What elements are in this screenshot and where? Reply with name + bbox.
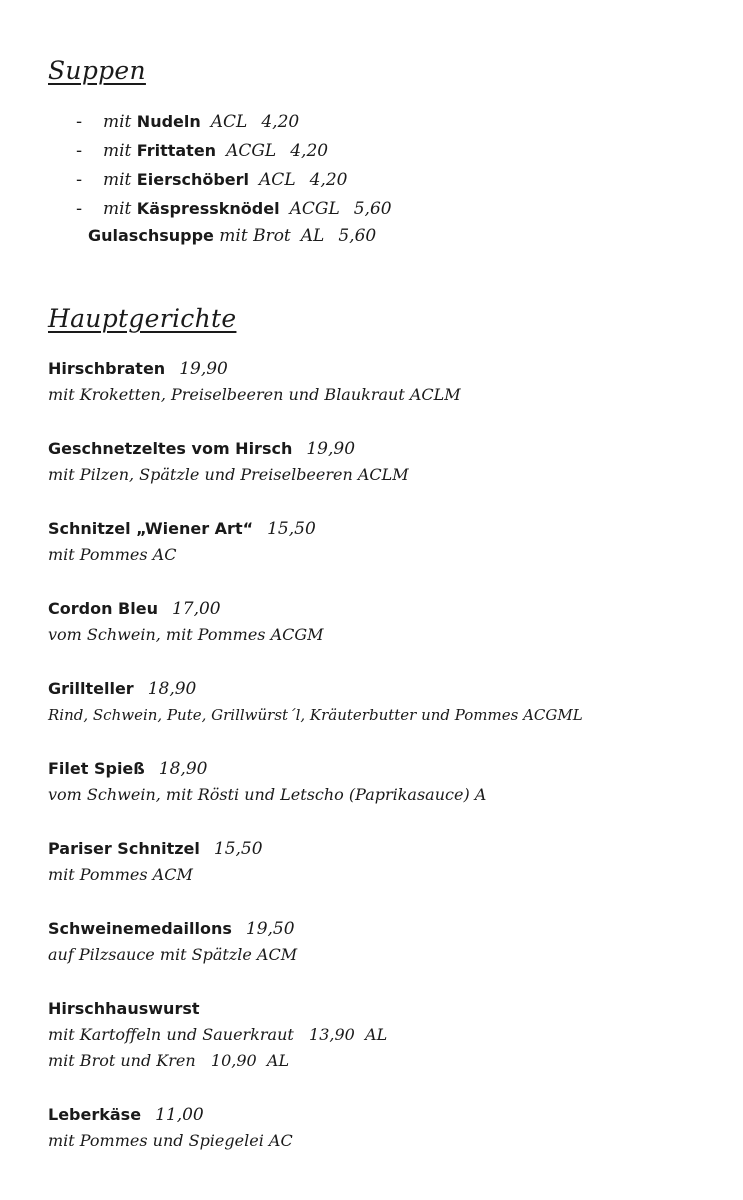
- dish-item: [48, 516, 316, 568]
- dish-item: [48, 996, 387, 1074]
- dish-item: [48, 916, 297, 968]
- dish-price: 18,90: [158, 759, 208, 779]
- dish-name: Cordon Bleu: [48, 599, 158, 618]
- dish-item: [48, 676, 583, 728]
- dish-description: mit Kroketten, Preiselbeeren und Blaukraut ACLM: [48, 385, 461, 404]
- dish-name: Leberkäse: [48, 1105, 142, 1124]
- dish-item: [48, 436, 409, 488]
- dish-name: Hirschhauswurst: [48, 999, 200, 1018]
- soup-item: [76, 199, 392, 219]
- dish-price: 11,00: [155, 1105, 204, 1125]
- soups-title: Suppen: [48, 56, 146, 85]
- list-dash: -: [76, 199, 83, 219]
- soup-name: Käspressknödel: [136, 199, 280, 218]
- soup-name: Eierschöberl: [136, 170, 250, 189]
- dish-description: auf Pilzsauce mit Spätzle ACM: [48, 945, 298, 964]
- dish-item: [48, 356, 461, 408]
- soup-name: Frittaten: [136, 141, 217, 160]
- soup-price: 4,20: [290, 141, 329, 161]
- dish-name: Geschnetzeltes vom Hirsch: [48, 439, 293, 458]
- dish-description: mit Pommes AC: [48, 545, 177, 564]
- mains-title: Hauptgerichte: [48, 304, 237, 333]
- dish-description: mit Kartoffeln und Sauerkraut 13,90 AL: [48, 1025, 388, 1044]
- soup-name: Nudeln: [136, 112, 201, 131]
- dish-item: [48, 836, 263, 888]
- soup-item: [76, 112, 299, 132]
- dish-price: 15,50: [267, 519, 316, 539]
- soup-allergens: ACGL: [226, 141, 277, 161]
- dish-name: Filet Spieß: [48, 759, 145, 778]
- soup-prefix: mit: [103, 170, 132, 190]
- dish-name: Grillteller: [48, 679, 134, 698]
- dish-price: 19,50: [245, 919, 295, 939]
- dish-name: Pariser Schnitzel: [48, 839, 200, 858]
- list-dash: -: [76, 141, 83, 161]
- soup-prefix: mit: [103, 141, 132, 161]
- dish-description: mit Pommes ACM: [48, 865, 193, 884]
- dish-description: Rind, Schwein, Pute, Grillwürst´l, Kräuterbutter und Pommes ACGML: [48, 706, 583, 724]
- soup-prefix: mit: [103, 199, 132, 219]
- dish-description: vom Schwein, mit Rösti und Letscho (Paprikasauce) A: [48, 785, 487, 804]
- list-dash: -: [76, 170, 83, 190]
- dish-description: mit Brot und Kren 10,90 AL: [48, 1051, 290, 1070]
- dish-price: 15,50: [213, 839, 263, 859]
- soup-price: 5,60: [338, 226, 377, 246]
- soup-prefix: mit: [103, 112, 132, 132]
- dish-name: Schnitzel „Wiener Art“: [48, 519, 254, 538]
- dish-description: mit Pommes und Spiegelei AC: [48, 1131, 293, 1150]
- soup-price: 4,20: [261, 112, 300, 132]
- dish-description: mit Pilzen, Spätzle und Preiselbeeren ACLM: [48, 465, 409, 484]
- soup-allergens: AL: [300, 226, 325, 246]
- soup-allergens: ACL: [259, 170, 296, 190]
- dish-price: 19,90: [179, 359, 228, 379]
- dish-item: [48, 596, 324, 648]
- soup-price: 4,20: [309, 170, 348, 190]
- dish-price: 19,90: [306, 439, 356, 459]
- soup-side: mit Brot: [219, 226, 291, 246]
- dish-price: 17,00: [171, 599, 221, 619]
- soup-allergens: ACGL: [289, 199, 340, 219]
- dish-item: [48, 1102, 293, 1154]
- dish-name: Hirschbraten: [48, 359, 166, 378]
- soup-name: Gulaschsuppe: [88, 226, 214, 245]
- list-dash: -: [76, 112, 83, 132]
- soup-item: [76, 141, 328, 161]
- dish-item: [48, 756, 486, 808]
- goulash-soup: [88, 226, 376, 246]
- soup-item: [76, 170, 347, 190]
- soup-price: 5,60: [353, 199, 392, 219]
- soup-allergens: ACL: [210, 112, 248, 132]
- dish-price: 18,90: [147, 679, 197, 699]
- dish-name: Schweinemedaillons: [48, 919, 232, 938]
- dish-description: vom Schwein, mit Pommes ACGM: [48, 625, 324, 644]
